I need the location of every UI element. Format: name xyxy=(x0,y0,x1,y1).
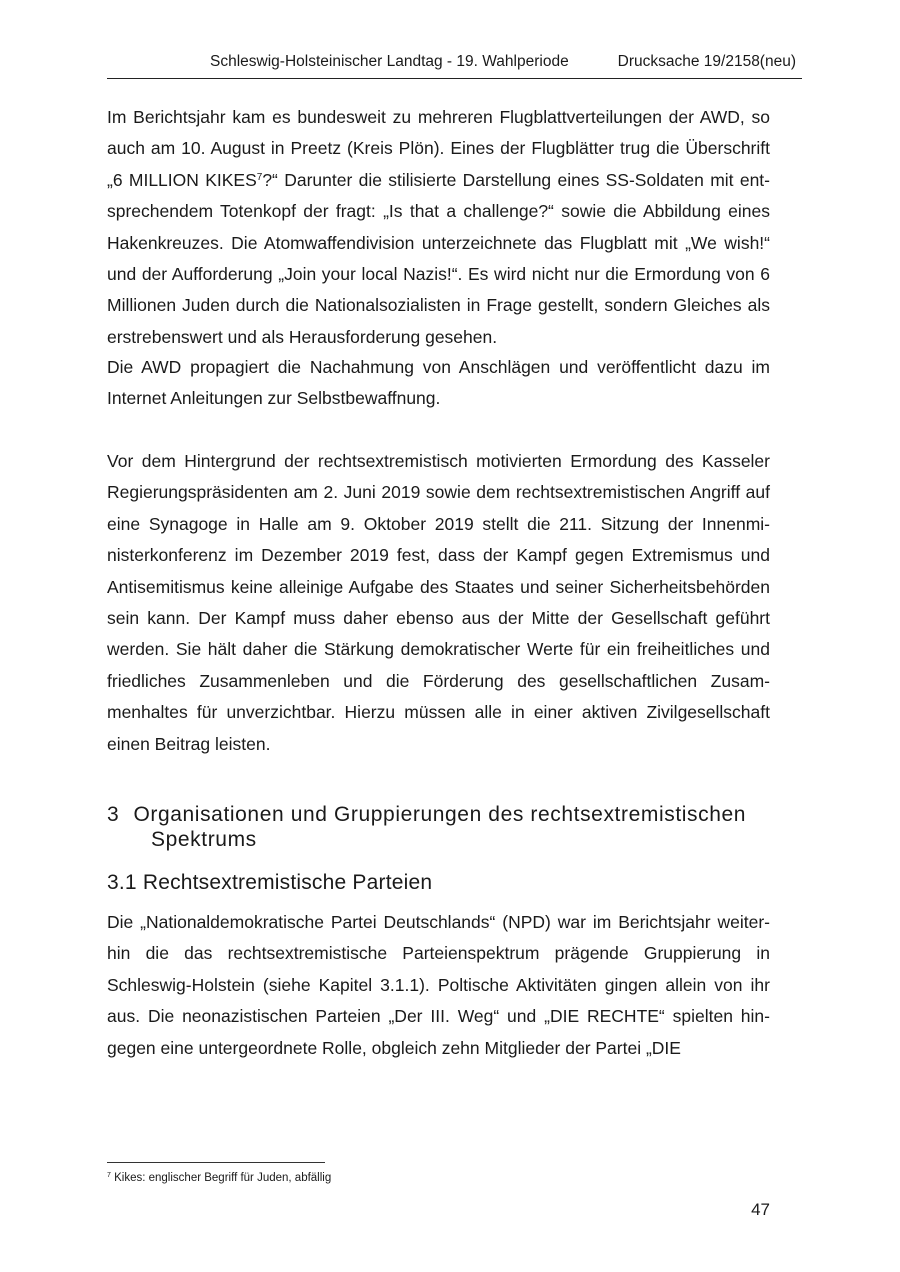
header-doc-number: Drucksache 19/2158(neu) xyxy=(617,53,796,70)
footnote-text: Kikes: englischer Begriff für Juden, abfällig xyxy=(114,1172,332,1184)
footnote-divider xyxy=(107,1162,325,1163)
section-heading-line1: Organisationen und Gruppierungen des rechtsextremistischen xyxy=(133,803,747,826)
section-heading-3 xyxy=(107,802,777,852)
section-heading-line2: Spektrums xyxy=(151,828,257,851)
footnote-ref[interactable]: 7 xyxy=(256,171,263,183)
footnote xyxy=(107,1171,331,1186)
paragraph-flyer xyxy=(107,102,770,353)
page-header xyxy=(107,52,802,79)
paragraph-npd: Die „Nationaldemokratische Partei Deutschlands“ (NPD) war im Berichtsjahr weiterhin die das rechtsextremistische Parteienspektrum prägende Gruppierung in Schleswig-Holstein (siehe Kapitel 3.1.1). Poltische Aktivitäten gingen allein von ihr aus. Die neonazistischen Parteien „Der III. Weg“ und „DIE RECHTE“ spielten hingegen eine untergeordnete Rolle, obgleich zehn Mitglieder der Partei „DIE xyxy=(107,912,770,1058)
header-title: Schleswig-Holsteinischer Landtag - 19. Wahlperiode xyxy=(210,53,569,70)
footnote-number: 7 xyxy=(107,1172,111,1179)
section-heading-number: 3 xyxy=(107,803,120,826)
page-number: 47 xyxy=(751,1200,770,1219)
paragraph-flyer-part1: Im Berichtsjahr kam es bundesweit zu mehreren Flugblattverteilungen der AWD, so auch am 10. August in Preetz (Kreis Plön). Eines der Flugblätter trug die Überschrift „6 MILLION KIKES xyxy=(107,107,770,190)
paragraph-imk: Vor dem Hintergrund der rechtsextremistisch motivierten Ermordung des Kasseler Regierungspräsidenten am 2. Juni 2019 sowie dem rechtsextremistischen Angriff auf eine Synagoge in Halle am 9. Oktober 2019 stellt die 211. Sitzung der Innenministerkonferenz im Dezember 2019 fest, dass der Kampf gegen Extremismus und Antisemitismus keine alleinige Aufgabe des Staates und seiner Sicherheitsbehörden sein kann. Der Kampf muss daher ebenso aus der Mitte der Gesellschaft geführt werden. Sie hält daher die Stärkung demokratischer Werte für ein freiheitliches und friedliches Zusammenleben und die Förderung des gesellschaftlichen Zusammenhaltes für unverzichtbar. Hierzu müssen alle in einer aktiven Zivilgesellschaft einen Beitrag leisten. xyxy=(107,451,770,754)
subsection-heading-3-1: 3.1 Rechtsextremistische Parteien xyxy=(107,871,433,894)
paragraph-flyer-part2: ?“ Darunter die stilisierte Darstellung eines SS-Soldaten mit entsprechendem Totenkopf der fragt: „Is that a challenge?“ sowie die Abbildung eines Hakenkreuzes. Die Atomwaffendivision unterzeichnete das Flugblatt mit „We wish!“ und der Aufforderung „Join your local Nazis!“. Es wird nicht nur die Ermordung von 6 Millionen Juden durch die Nationalsozialisten in Frage gestellt, sondern Gleiches als erstrebenswert und als Herausforderung gesehen. xyxy=(107,169,770,347)
paragraph-awd: Die AWD propagiert die Nachahmung von Anschlägen und veröffentlicht dazu im Internet Anleitungen zur Selbstbewaffnung. xyxy=(107,357,770,409)
